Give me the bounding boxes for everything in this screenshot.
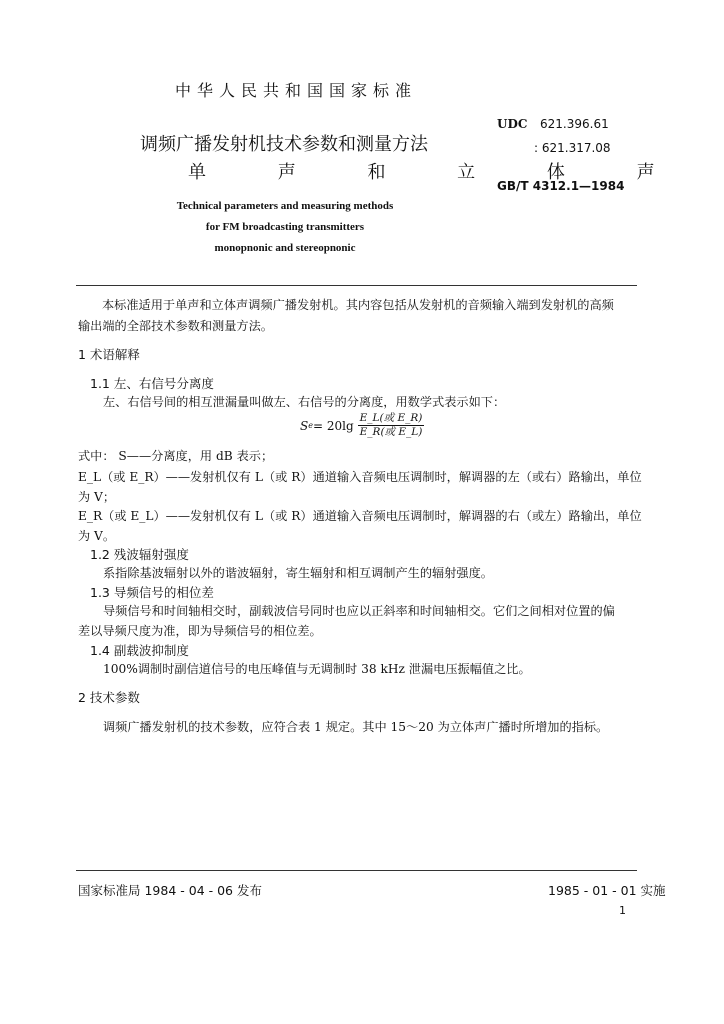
udc-code-1: 621.396.61 — [540, 117, 609, 131]
formula-fraction — [358, 412, 425, 439]
section-1-title: 1 术语解释 — [78, 347, 140, 362]
title-en-line-3: monopnonic and stereopnonic — [214, 242, 356, 254]
page-number: 1 — [619, 904, 626, 917]
where-line-2b: 为 V； — [78, 490, 116, 504]
title-en-line-1: Technical parameters and measuring methods — [176, 200, 394, 212]
document-title-en — [100, 196, 470, 259]
separation-formula — [300, 412, 424, 439]
document-title-cn: 调频广播发射机技术参数和测量方法 — [140, 134, 428, 155]
intro-line-1: 本标准适用于单声和立体声调频广播发射机。其内容包括从发射机的音频输入端到发射机的高频 — [102, 298, 614, 312]
udc-code-2: : 621.317.08 — [534, 141, 611, 155]
formula-subscript: e — [308, 421, 313, 430]
top-divider — [76, 285, 637, 286]
intro-line-2: 输出端的全部技术参数和测量方法。 — [78, 319, 273, 333]
where-line-3: E_R（或 E_L）——发射机仅有 L（或 R）通道输入音频电压调制时，解调器的右（或左）路输出，单位 — [78, 509, 642, 523]
section-1-3-text-1: 导频信号和时间轴相交时，副载波信号同时也应以正斜率和时间轴相交。它们之间相对位置的偏 — [103, 604, 615, 618]
formula-numerator: E_L(或 E_R) — [359, 412, 423, 424]
section-1-1-title: 1.1 左、右信号分离度 — [90, 376, 214, 391]
standard-header: 中华人民共和国国家标准 — [175, 81, 418, 100]
where-line-2: E_L（或 E_R）——发射机仅有 L（或 R）通道输入音频电压调制时，解调器的左（或右）路输出，单位 — [78, 470, 642, 484]
section-1-4-title: 1.4 副载波抑制度 — [90, 643, 189, 658]
formula-equals: = 20lg — [312, 418, 354, 433]
section-1-3-text-2: 差以导频尺度为准，即为导频信号的相位差。 — [78, 624, 322, 638]
section-2-title: 2 技术参数 — [78, 690, 140, 705]
formula-lhs: S — [300, 418, 309, 433]
udc-label: UDC — [497, 117, 528, 131]
title-en-line-2: for FM broadcasting transmitters — [205, 221, 365, 233]
where-line-3b: 为 V。 — [78, 529, 116, 543]
formula-denominator: E_R(或 E_L) — [359, 426, 423, 438]
gb-code: GB/T 4312.1—1984 — [497, 179, 625, 193]
section-1-1-text: 左、右信号间的相互泄漏量叫做左、右信号的分离度，用数学式表示如下： — [103, 395, 506, 409]
section-1-3-title: 1.3 导频信号的相位差 — [90, 585, 214, 600]
section-1-4-text: 100%调制时副信道信号的电压峰值与无调制时 38 kHz 泄漏电压振幅值之比。 — [103, 662, 531, 676]
effective-date: 1985 - 01 - 01 实施 — [548, 883, 666, 898]
document-subtitle-cn: 单 声 和 立 体 声 — [188, 162, 677, 183]
section-2-text: 调频广播发射机的技术参数，应符合表 1 规定。其中 15～20 为立体声广播时所增加的指标。 — [103, 720, 609, 734]
issue-date: 国家标准局 1984 - 04 - 06 发布 — [78, 883, 262, 898]
bottom-divider — [76, 870, 637, 871]
section-1-2-text: 系指除基波辐射以外的谐波辐射，寄生辐射和相互调制产生的辐射强度。 — [103, 566, 493, 580]
section-1-2-title: 1.2 残波辐射强度 — [90, 547, 189, 562]
where-line-1: 式中： S——分离度，用 dB 表示； — [78, 449, 274, 463]
